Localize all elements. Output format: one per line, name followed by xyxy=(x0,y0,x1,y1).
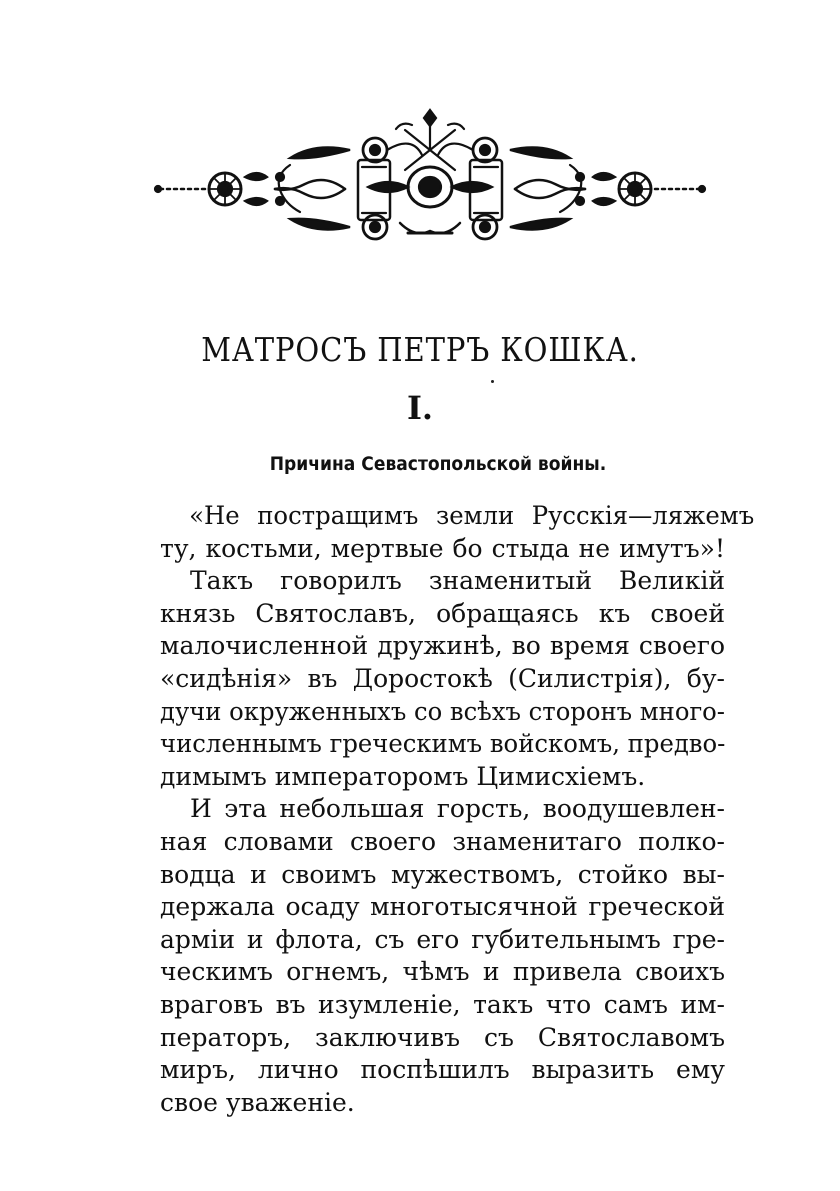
text-line: ческимъ огнемъ, чѣмъ и привела своихъ xyxy=(160,957,725,987)
text-line: держала осаду многотысячной греческой xyxy=(160,892,725,922)
text-line: арміи и флота, съ его губительнымъ гре- xyxy=(160,924,725,954)
text-line: численнымъ греческимъ войскомъ, предво- xyxy=(160,729,726,759)
text-line: миръ, лично поспѣшилъ выразить ему xyxy=(160,1055,725,1085)
text-line: «сидѣнія» въ Доростокѣ (Силистрія), бу- xyxy=(160,663,725,693)
text-line: ператоръ, заключивъ съ Святославомъ xyxy=(160,1022,725,1052)
text-line: ная словами своего знаменитаго полко- xyxy=(160,826,725,856)
text-line: Такъ говорилъ знаменитый Великій xyxy=(190,566,725,596)
stray-dot xyxy=(491,380,494,383)
text-line: водца и своимъ мужествомъ, стойко вы- xyxy=(160,859,725,889)
decorative-headpiece-ornament-icon xyxy=(150,105,710,255)
document-title: МАТРОСЪ ПЕТРЪ КОШКА. xyxy=(201,330,639,369)
chapter-number: I. xyxy=(406,389,434,427)
text-line: «Не постращимъ земли Русскія—ляжемъ xyxy=(189,501,755,530)
body-text xyxy=(160,500,755,1119)
text-line: князь Святославъ, обращаясь къ своей xyxy=(160,598,725,628)
text-line: свое уваженіе. xyxy=(160,1087,355,1117)
text-line: дучи окруженныхъ со всѣхъ сторонъ много- xyxy=(160,696,726,726)
text-line: ту, костьми, мертвые бо стыда не имутъ»! xyxy=(160,533,725,563)
text-line: враговъ въ изумленіе, такъ что самъ им- xyxy=(160,989,725,1019)
text-line: И эта небольшая горсть, воодушевлен- xyxy=(190,794,725,824)
text-line: малочисленной дружинѣ, во время своего xyxy=(160,631,725,661)
text-line: димымъ императоромъ Цимисхіемъ. xyxy=(160,761,646,791)
chapter-title: Причина Севастопольской войны. xyxy=(269,453,607,475)
